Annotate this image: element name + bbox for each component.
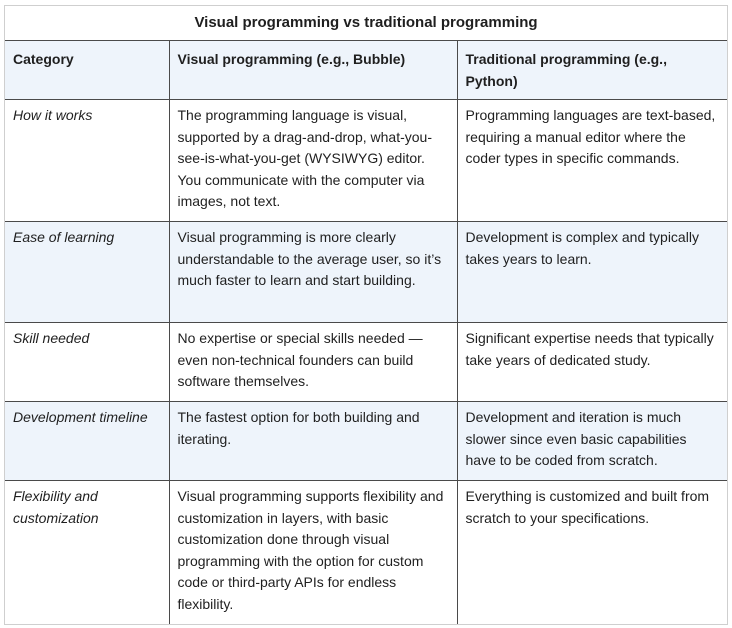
row-visual-cell: The fastest option for both building and iterating. <box>169 402 457 481</box>
table-row <box>5 100 727 222</box>
comparison-table <box>5 6 727 624</box>
row-visual-cell: Visual programming supports flexibility and customization in layers, with basic customization done through visual programming with the option for custom code or third-party APIs for endless flexibility. <box>169 481 457 624</box>
row-category: Skill needed <box>5 323 169 402</box>
header-visual-programming: Visual programming (e.g., Bubble) <box>169 41 457 100</box>
row-traditional-cell: Development and iteration is much slower since even basic capabilities have to be coded from scratch. <box>457 402 727 481</box>
table-header-row <box>5 41 727 100</box>
table-row <box>5 481 727 624</box>
row-traditional-cell: Significant expertise needs that typically take years of dedicated study. <box>457 323 727 402</box>
header-traditional-programming: Traditional programming (e.g., Python) <box>457 41 727 100</box>
row-visual-cell: No expertise or special skills needed — even non-technical founders can build software themselves. <box>169 323 457 402</box>
row-category: Development timeline <box>5 402 169 481</box>
header-category: Category <box>5 41 169 100</box>
row-category: How it works <box>5 100 169 222</box>
row-traditional-cell: Everything is customized and built from scratch to your specifications. <box>457 481 727 624</box>
row-traditional-cell: Development is complex and typically takes years to learn. <box>457 222 727 323</box>
comparison-table-container <box>4 5 728 625</box>
table-row <box>5 323 727 402</box>
row-visual-cell: The programming language is visual, supported by a drag-and-drop, what-you-see-is-what-you-get (WYSIWYG) editor. You communicate with the computer via images, not text. <box>169 100 457 222</box>
table-row <box>5 402 727 481</box>
row-category: Flexibility and customization <box>5 481 169 624</box>
row-traditional-cell: Programming languages are text-based, requiring a manual editor where the coder types in specific commands. <box>457 100 727 222</box>
row-category: Ease of learning <box>5 222 169 323</box>
table-row <box>5 222 727 323</box>
table-title: Visual programming vs traditional programming <box>5 6 727 41</box>
row-visual-cell: Visual programming is more clearly understandable to the average user, so it’s much faster to learn and start building. <box>169 222 457 323</box>
